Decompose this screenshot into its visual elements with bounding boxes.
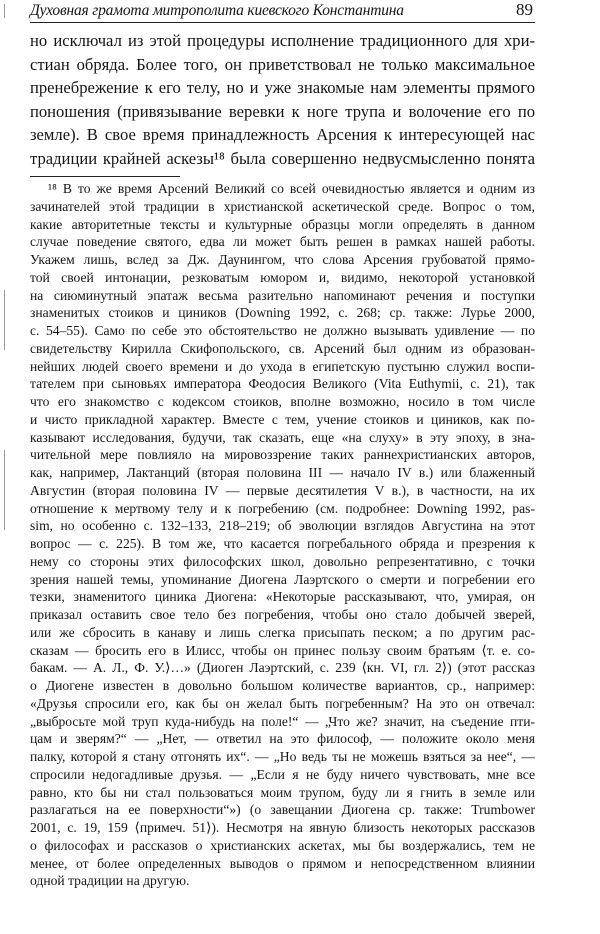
scan-margin-marks [4, 0, 10, 934]
footnote-line: зрения нашей темы, упоминание Диогена Лаэртского о смерти и погребении его [30, 571, 535, 587]
body-text [30, 29, 535, 171]
footnote-line: разлагаться на ее поверхности“») (о завещании Диогена ср. также: Trumbower [30, 802, 535, 818]
footnote-line: Августин (вторая половина IV — первые десятилетия V в.), в частности, на их [30, 482, 535, 498]
footnote-line: сказам — бросить его в Илисс, чтобы он принес пользу своим братьям ⟨т. е. со- [30, 642, 535, 658]
footnote-line: ¹⁸ В то же время Арсений Великий со всей очевидностью является и одним из [48, 181, 535, 196]
scan-mark [4, 290, 5, 350]
footnote-line: равно, кто бы ни стал пользоваться моим трупом, буду ли я гнить в земле или [30, 784, 535, 800]
footnote-line: той своей интонации, резковатым юмором и, видимо, некоторой установкой [30, 269, 535, 285]
body-line: пренебрежение к его телу, но и уже знакомые нам элементы прямого [30, 78, 535, 98]
footnote-line: цам и зверям?“ — „Нет, — ответил на это философ, — положите около меня [30, 731, 535, 747]
footnote-line: случае поведение святого, едва ли может быть решен в рамках нашей работы. [30, 234, 535, 250]
footnote-line: Укажем лишь, вслед за Дж. Даунингом, что слова Арсения грубоватой прямо- [30, 252, 535, 267]
footnote-line: sim, но особенно с. 132–133, 218–219; об эволюции взглядов Августина на этот [30, 518, 535, 534]
page-number: 89 [516, 0, 533, 19]
footnote-line: палку, которой я стану отгонять их“. — „Но ведь ты не можешь взяться за нее“, — [30, 749, 535, 764]
footnote-line: какие авторитетные тексты и культурные образцы могли определять в данном [30, 216, 535, 232]
footnote-line: спросили недогадливые друзья. — „Если я не буду ничего чувствовать, мне все [30, 766, 535, 782]
footnote-line: одной традиции на другую. [30, 873, 190, 889]
body-line: но исключал из этой процедуры исполнение традиционного для хри- [30, 31, 535, 50]
footnote-line: как, например, Лактанций (вторая половина III — начало IV в.) или блаженный [30, 465, 535, 480]
footnote-line: 2001, с. 19, 159 ⟨примеч. 51⟩). Несмотря на явную близость некоторых рассказов [30, 820, 535, 835]
footnote-line: о Диогене известен в довольно большом количестве вариантов, ср., например: [30, 678, 535, 693]
body-line: стиан обряда. Более того, он приветствовал не только максимальное [30, 54, 535, 74]
footnote-line: тателем при сыновьях императора Феодосия Великого (Vita Euthymii, с. 21), так [30, 376, 535, 392]
footnote-line: менее, от более определенных выводов о прямом и непосредственном влиянии [30, 855, 535, 871]
footnote-separator [30, 176, 180, 177]
footnote-line: или же сбросить в канаву и лишь слегка присыпать песком; а по другим рас- [30, 624, 535, 640]
footnote-line: и чисто прикладной характер. Вместе с тем, учение стоиков и циников, как по- [30, 411, 535, 427]
body-line: традиции крайней аскезы¹⁸ была совершенно недвусмысленно понята [30, 148, 535, 168]
scan-mark [4, 4, 5, 18]
scan-mark [4, 450, 5, 530]
footnote-line: отношение к мертвому телу и к погребению (см. подробнее: Downing 1992, pas- [30, 500, 535, 516]
footnote-line: „выбросьте мой труп куда-нибудь на поле!“ — „Что же? значит, на съедение пти- [30, 713, 535, 729]
body-line: поношения (привязывание веревки к ноге трупа и волочение его по [30, 101, 535, 121]
running-header [30, 2, 535, 23]
footnote-line: знаменитых стоиков и циников (Downing 1992, с. 268; ср. также: Лурье 2000, [30, 305, 535, 321]
footnote-line: о философах и рассказов о христианских аскетах, мы бы воздержались, тем не [30, 837, 535, 853]
footnote-line: тезки, знаменитого циника Диогена: «Некоторые рассказывают, что, умирая, он [30, 589, 535, 605]
body-line: земле). В свое время принадлежность Арсения к интересующей нас [30, 125, 535, 145]
footnote-line: свидетельству Кирилла Скифопольского, св. Арсений был одним из образован- [30, 340, 535, 356]
footnote-line: на сиюминутный эпатаж весьма разительно напоминают речения и поступки [30, 287, 535, 303]
footnote-line: приказал оставить свое тело без погребения, чтобы оно стало добычей зверей, [30, 607, 535, 622]
footnote-line: что его знакомство с кодексом стоиков, вполне возможно, носило в том числе [30, 394, 535, 409]
running-title: Духовная грамота митрополита киевского Константина [30, 2, 404, 19]
footnote-18 [30, 180, 535, 890]
footnote-line: «Друзья спросили его, как бы он желал быть погребенным? На это он отвечал: [30, 695, 535, 711]
footnote-line: с. 54–55). Само по себе это обстоятельство не должно вызывать удивление — по [30, 323, 535, 338]
footnote-line: казывают исследования, будучи, так сказать, еще «на слуху» в эту эпоху, в зна- [30, 429, 535, 445]
footnote-line: бакам. — А. Л., Ф. У.⟩…» (Диоген Лаэртский, с. 239 ⟨кн. VI, гл. 2⟩) (этот рассказ [30, 660, 535, 676]
footnote-line: зачинателей этой традиции в христианской аскетической среде. Вопрос о том, [30, 198, 535, 214]
footnote-line: нейших людей своего времени и до ухода в египетскую пустыню служил воспи- [30, 358, 535, 374]
footnote-line: чительной мере повлияло на мировоззрение таких раннехристианских авторов, [30, 447, 535, 463]
footnote-line: нему со стороны этих философских школ, довольно репрезентативно, с точки [30, 553, 535, 569]
footnote-line: вопрос — с. 225). В том же, что касается погребального обряда и презрения к [30, 536, 535, 551]
